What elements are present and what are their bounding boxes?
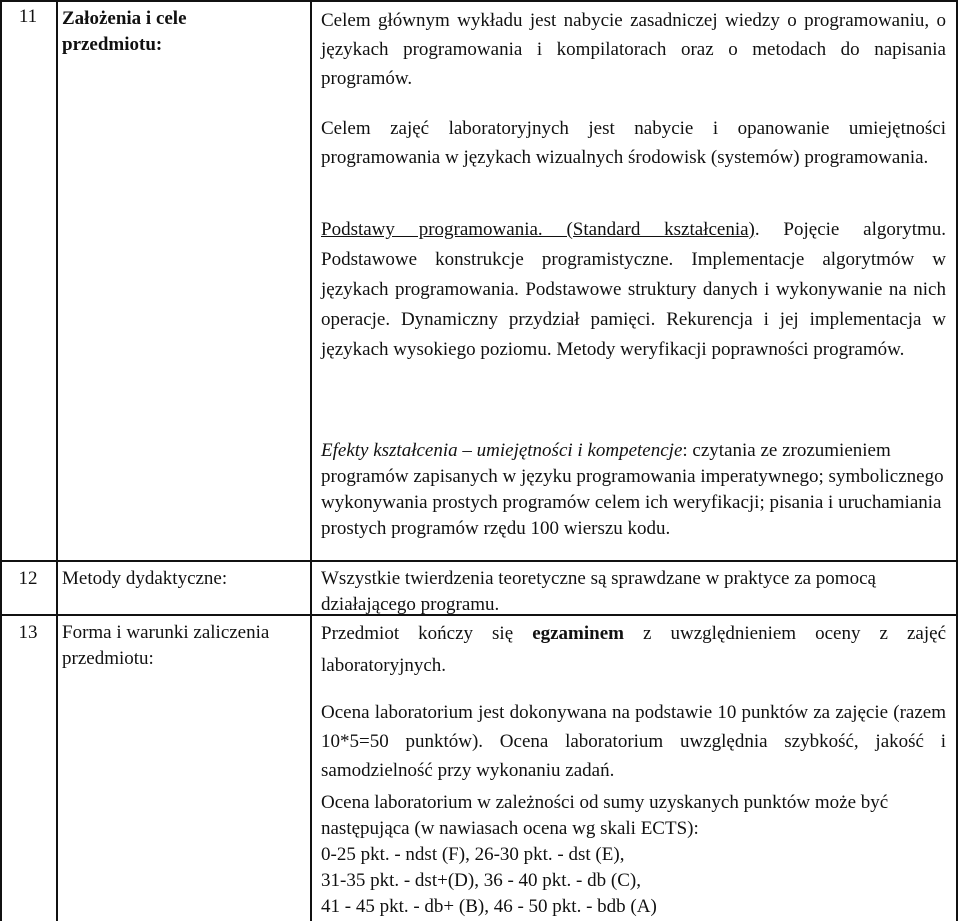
lab-goal-paragraph: Celem zajęć laboratoryjnych jest nabycie i opanowanie umiejętności programowania w językach wizualnych środowisk (systemów) programowania. bbox=[321, 118, 946, 168]
row-label: Forma i warunki zaliczenia przedmiotu: bbox=[62, 622, 270, 669]
row-label: Założenia i cele przedmiotu: bbox=[62, 8, 187, 55]
row-content bbox=[321, 698, 946, 785]
lab-grading-paragraph: Ocena laboratorium jest dokonywana na podstawie 10 punktów za zajęcie (razem 10*5=50 punktów). Ocena laboratorium uwzględnia szybkość, jakość i samodzielność przy wykonaniu zadań. bbox=[321, 702, 946, 781]
row-number: 13 bbox=[18, 622, 38, 643]
lecture-goal-paragraph: Celem głównym wykładu jest nabycie zasadniczej wiedzy o programowaniu, o językach programowania i kompilatorach oraz o metodach do napisania programów. bbox=[321, 10, 946, 89]
row-content bbox=[321, 566, 946, 618]
exam-text-after: z uwzględnieniem oceny z zajęć laboratoryjnych. bbox=[321, 623, 946, 676]
grade-line: 41 - 45 pkt. - db+ (B), 46 - 50 pkt. - bdb (A) bbox=[321, 896, 657, 917]
row-content bbox=[321, 114, 946, 172]
curriculum-paragraph bbox=[321, 215, 946, 365]
row-content bbox=[321, 790, 946, 920]
row-label: Metody dydaktyczne: bbox=[62, 568, 228, 589]
learning-outcomes-paragraph bbox=[321, 438, 946, 542]
table-left-border bbox=[0, 0, 2, 921]
grade-line: 0-25 pkt. - ndst (F), 26-30 pkt. - dst (E), bbox=[321, 844, 625, 865]
learning-outcomes-text: : czytania ze zrozumieniem programów zapisanych w języku programowania imperatywnego; symbolicznego wykonywania prostych programów celem ich weryfikacji; pisania i uruchamiania prostych programów rzędu 100 wierszu kodu. bbox=[321, 440, 944, 539]
grade-line: 31-35 pkt. - dst+(D), 36 - 40 pkt. - db (C), bbox=[321, 870, 641, 891]
row-content bbox=[321, 6, 946, 93]
row-number: 12 bbox=[18, 568, 38, 589]
row-content bbox=[321, 215, 946, 365]
table-column-divider-2 bbox=[310, 0, 312, 921]
row-content bbox=[321, 618, 946, 682]
learning-outcomes-heading: Efekty kształcenia – umiejętności i kompetencje bbox=[321, 440, 683, 461]
exam-text-before: Przedmiot kończy się bbox=[321, 623, 533, 644]
row-content bbox=[321, 438, 946, 542]
table-column-divider-1 bbox=[56, 0, 58, 921]
curriculum-standard-heading: Podstawy programowania. (Standard kształcenia) bbox=[321, 219, 755, 240]
exam-bold-word: egzaminem bbox=[532, 623, 624, 644]
curriculum-text: . Pojęcie algorytmu. Podstawowe konstrukcje programistyczne. Implementacje algorytmów w językach programowania. Podstawowe struktury danych i wykonywanie na nich operacje. Dynamiczny przydział pamięci. Rekurencja i jej implementacja w językach wysokiego poziomu. Metody weryfikacji poprawności programów. bbox=[321, 219, 946, 360]
teaching-methods-text: Wszystkie twierdzenia teoretyczne są sprawdzane w praktyce za pomocą działającego programu. bbox=[321, 568, 876, 615]
row-divider-11-12 bbox=[0, 560, 958, 562]
table-right-border bbox=[956, 0, 958, 921]
row-number: 11 bbox=[18, 6, 38, 27]
table-top-border bbox=[0, 0, 958, 2]
grading-scale-intro: Ocena laboratorium w zależności od sumy uzyskanych punktów może być następująca (w nawiasach ocena wg skali ECTS): bbox=[321, 792, 889, 839]
exam-paragraph bbox=[321, 618, 946, 682]
